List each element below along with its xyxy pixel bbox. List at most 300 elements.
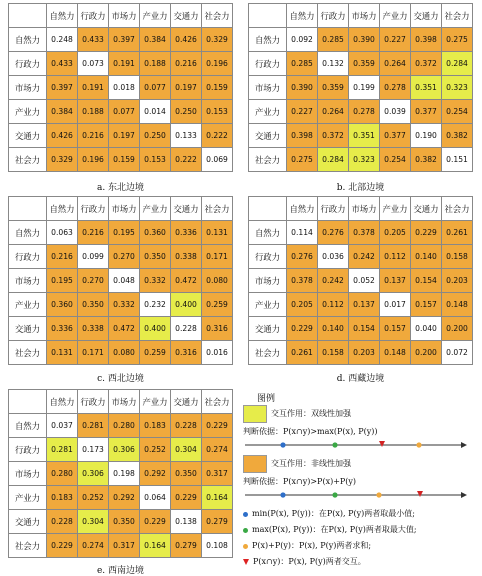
row-header: 行政力 — [9, 52, 47, 76]
value-cell: 0.264 — [318, 100, 349, 124]
value-cell: 0.017 — [380, 293, 411, 317]
panel-caption: c. 西北边境 — [97, 374, 144, 384]
value-cell: 0.137 — [349, 293, 380, 317]
table-row — [9, 317, 233, 341]
table-row — [9, 148, 233, 172]
corner-cell — [9, 390, 47, 414]
value-cell: 0.198 — [109, 462, 140, 486]
value-cell: 0.137 — [380, 269, 411, 293]
min-marker — [280, 492, 285, 497]
value-cell: 0.472 — [109, 317, 140, 341]
value-cell: 0.064 — [140, 486, 171, 510]
value-cell: 0.254 — [380, 148, 411, 172]
matrix-table — [248, 3, 473, 172]
value-cell: 0.197 — [171, 76, 202, 100]
value-cell: 0.216 — [171, 52, 202, 76]
legend-item-text: P(x∩y)：P(x), P(y)两者交互。 — [253, 557, 366, 566]
column-header: 产业力 — [140, 390, 171, 414]
matrix-table — [8, 196, 233, 365]
value-cell: 0.292 — [140, 462, 171, 486]
table-row — [9, 414, 233, 438]
value-cell: 0.072 — [442, 341, 473, 365]
orange-dot-icon — [243, 544, 248, 549]
value-cell: 0.077 — [140, 76, 171, 100]
row-header: 产业力 — [9, 100, 47, 124]
row-header: 自然力 — [9, 28, 47, 52]
value-cell: 0.400 — [171, 293, 202, 317]
table-row — [249, 124, 473, 148]
corner-cell — [9, 197, 47, 221]
column-header: 自然力 — [47, 4, 78, 28]
value-cell: 0.292 — [109, 486, 140, 510]
value-cell: 0.080 — [109, 341, 140, 365]
value-cell: 0.159 — [109, 148, 140, 172]
column-header: 行政力 — [78, 197, 109, 221]
value-cell: 0.138 — [171, 510, 202, 534]
table-row — [249, 221, 473, 245]
value-cell: 0.171 — [202, 245, 233, 269]
row-header: 产业力 — [9, 293, 47, 317]
value-cell: 0.196 — [78, 148, 109, 172]
legend-item-text: min(P(x), P(y))：在P(x), P(y)两者取最小值; — [252, 509, 415, 518]
value-cell: 0.131 — [47, 341, 78, 365]
value-cell: 0.275 — [442, 28, 473, 52]
value-cell: 0.154 — [411, 269, 442, 293]
value-cell: 0.304 — [78, 510, 109, 534]
value-cell: 0.250 — [140, 124, 171, 148]
value-cell: 0.036 — [318, 245, 349, 269]
yellow-swatch — [243, 405, 267, 423]
value-cell: 0.433 — [47, 52, 78, 76]
value-cell: 0.382 — [411, 148, 442, 172]
value-cell: 0.278 — [349, 100, 380, 124]
value-cell: 0.228 — [47, 510, 78, 534]
value-cell: 0.112 — [318, 293, 349, 317]
value-cell: 0.306 — [78, 462, 109, 486]
value-cell: 0.398 — [287, 124, 318, 148]
column-header: 交通力 — [171, 4, 202, 28]
panel-caption: a. 东北边境 — [96, 183, 145, 193]
value-cell: 0.426 — [171, 28, 202, 52]
value-cell: 0.200 — [442, 317, 473, 341]
value-cell: 0.360 — [140, 221, 171, 245]
value-cell: 0.140 — [318, 317, 349, 341]
column-header: 行政力 — [318, 197, 349, 221]
value-cell: 0.222 — [171, 148, 202, 172]
row-header: 自然力 — [249, 221, 287, 245]
value-cell: 0.151 — [442, 148, 473, 172]
value-cell: 0.329 — [202, 28, 233, 52]
green-dot-icon — [243, 528, 248, 533]
value-cell: 0.264 — [380, 52, 411, 76]
value-cell: 0.164 — [140, 534, 171, 558]
row-header: 市场力 — [9, 462, 47, 486]
value-cell: 0.073 — [78, 52, 109, 76]
value-cell: 0.227 — [380, 28, 411, 52]
table-row — [249, 28, 473, 52]
column-header: 社会力 — [202, 197, 233, 221]
value-cell: 0.433 — [78, 28, 109, 52]
column-header: 社会力 — [202, 390, 233, 414]
column-header: 社会力 — [202, 4, 233, 28]
row-header: 交通力 — [9, 317, 47, 341]
value-cell: 0.285 — [318, 28, 349, 52]
value-cell: 0.338 — [78, 317, 109, 341]
matrix-panel-b — [248, 3, 473, 172]
value-cell: 0.183 — [47, 486, 78, 510]
value-cell: 0.274 — [202, 438, 233, 462]
orange-axis-diagram — [243, 488, 478, 502]
value-cell: 0.397 — [47, 76, 78, 100]
orange-swatch — [243, 455, 267, 473]
legend-title: 图例 — [257, 394, 276, 404]
value-cell: 0.317 — [109, 534, 140, 558]
matrix-table — [8, 389, 233, 558]
value-cell: 0.377 — [411, 100, 442, 124]
value-cell: 0.205 — [287, 293, 318, 317]
table-row — [9, 52, 233, 76]
row-header: 行政力 — [249, 52, 287, 76]
value-cell: 0.039 — [380, 100, 411, 124]
value-cell: 0.157 — [411, 293, 442, 317]
matrix-panel-d — [248, 196, 473, 365]
row-header: 行政力 — [9, 438, 47, 462]
value-cell: 0.228 — [171, 414, 202, 438]
value-cell: 0.229 — [287, 317, 318, 341]
column-header: 交通力 — [411, 197, 442, 221]
value-cell: 0.378 — [287, 269, 318, 293]
table-row — [249, 148, 473, 172]
yellow-axis-diagram — [243, 438, 478, 452]
column-header: 市场力 — [349, 197, 380, 221]
value-cell: 0.382 — [442, 124, 473, 148]
value-cell: 0.108 — [202, 534, 233, 558]
value-cell: 0.040 — [411, 317, 442, 341]
panel-caption: b. 北部边境 — [336, 183, 385, 193]
legend-item-max — [243, 524, 417, 535]
value-cell: 0.261 — [442, 221, 473, 245]
value-cell: 0.195 — [109, 221, 140, 245]
legend-item-sum — [243, 540, 371, 551]
column-header: 市场力 — [349, 4, 380, 28]
row-header: 市场力 — [249, 269, 287, 293]
column-header: 产业力 — [380, 197, 411, 221]
value-cell: 0.131 — [202, 221, 233, 245]
value-cell: 0.250 — [171, 100, 202, 124]
legend-item-text: max(P(x), P(y))：在P(x), P(y)两者取最大值; — [252, 525, 417, 534]
value-cell: 0.196 — [202, 52, 233, 76]
value-cell: 0.280 — [47, 462, 78, 486]
row-header: 市场力 — [249, 76, 287, 100]
row-header: 社会力 — [9, 148, 47, 172]
value-cell: 0.336 — [47, 317, 78, 341]
table-row — [249, 317, 473, 341]
row-header: 产业力 — [249, 293, 287, 317]
row-header: 交通力 — [9, 510, 47, 534]
matrix-panel-e — [8, 389, 233, 558]
table-row — [9, 486, 233, 510]
value-cell: 0.316 — [171, 341, 202, 365]
value-cell: 0.329 — [47, 148, 78, 172]
row-header: 产业力 — [9, 486, 47, 510]
value-cell: 0.398 — [411, 28, 442, 52]
value-cell: 0.229 — [411, 221, 442, 245]
value-cell: 0.199 — [349, 76, 380, 100]
value-cell: 0.037 — [47, 414, 78, 438]
column-header: 市场力 — [109, 4, 140, 28]
value-cell: 0.279 — [202, 510, 233, 534]
value-cell: 0.242 — [318, 269, 349, 293]
table-row — [249, 269, 473, 293]
row-header: 自然力 — [9, 414, 47, 438]
column-header: 交通力 — [171, 197, 202, 221]
value-cell: 0.270 — [78, 269, 109, 293]
column-header: 社会力 — [442, 4, 473, 28]
column-header: 交通力 — [411, 4, 442, 28]
min-marker — [280, 442, 285, 447]
column-header: 行政力 — [78, 390, 109, 414]
value-cell: 0.052 — [349, 269, 380, 293]
sum-marker — [416, 442, 421, 447]
value-cell: 0.216 — [78, 221, 109, 245]
value-cell: 0.306 — [109, 438, 140, 462]
value-cell: 0.148 — [380, 341, 411, 365]
table-row — [9, 510, 233, 534]
column-header: 产业力 — [380, 4, 411, 28]
value-cell: 0.227 — [287, 100, 318, 124]
column-header: 行政力 — [318, 4, 349, 28]
column-header: 自然力 — [287, 197, 318, 221]
matrix-table — [8, 3, 233, 172]
matrix-panel-c — [8, 196, 233, 365]
corner-cell — [9, 4, 47, 28]
table-row — [249, 293, 473, 317]
value-cell: 0.140 — [411, 245, 442, 269]
row-header: 社会力 — [249, 341, 287, 365]
value-cell: 0.261 — [287, 341, 318, 365]
table-row — [249, 100, 473, 124]
max-marker — [332, 442, 337, 447]
value-cell: 0.400 — [140, 317, 171, 341]
table-row — [249, 52, 473, 76]
row-header: 社会力 — [9, 534, 47, 558]
column-header: 产业力 — [140, 4, 171, 28]
table-row — [9, 124, 233, 148]
row-header: 社会力 — [249, 148, 287, 172]
table-row — [9, 462, 233, 486]
row-header: 交通力 — [9, 124, 47, 148]
value-cell: 0.372 — [318, 124, 349, 148]
value-cell: 0.229 — [171, 486, 202, 510]
value-cell: 0.351 — [411, 76, 442, 100]
value-cell: 0.188 — [140, 52, 171, 76]
value-cell: 0.323 — [349, 148, 380, 172]
value-cell: 0.350 — [140, 245, 171, 269]
value-cell: 0.048 — [109, 269, 140, 293]
table-row — [9, 438, 233, 462]
value-cell: 0.284 — [442, 52, 473, 76]
column-header: 自然力 — [47, 390, 78, 414]
value-cell: 0.216 — [47, 245, 78, 269]
value-cell: 0.016 — [202, 341, 233, 365]
table-row — [249, 76, 473, 100]
max-marker — [332, 492, 337, 497]
orange-rule: 判断依据：P(x∩y)>P(x)+P(y) — [243, 477, 357, 486]
yellow-rule: 判断依据：P(x∩y)>max(P(x), P(y)) — [243, 427, 378, 436]
value-cell: 0.205 — [380, 221, 411, 245]
value-cell: 0.133 — [171, 124, 202, 148]
table-row — [9, 221, 233, 245]
table-row — [9, 534, 233, 558]
value-cell: 0.248 — [47, 28, 78, 52]
value-cell: 0.190 — [411, 124, 442, 148]
value-cell: 0.114 — [287, 221, 318, 245]
value-cell: 0.063 — [47, 221, 78, 245]
column-header: 自然力 — [287, 4, 318, 28]
legend-item-interaction — [243, 556, 366, 567]
value-cell: 0.278 — [380, 76, 411, 100]
table-row — [9, 245, 233, 269]
value-cell: 0.153 — [202, 100, 233, 124]
table-row — [249, 341, 473, 365]
sum-marker — [376, 492, 381, 497]
row-header: 市场力 — [9, 76, 47, 100]
row-header: 产业力 — [249, 100, 287, 124]
value-cell: 0.360 — [47, 293, 78, 317]
value-cell: 0.279 — [171, 534, 202, 558]
value-cell: 0.158 — [442, 245, 473, 269]
value-cell: 0.377 — [380, 124, 411, 148]
value-cell: 0.275 — [287, 148, 318, 172]
value-cell: 0.191 — [109, 52, 140, 76]
value-cell: 0.229 — [140, 510, 171, 534]
value-cell: 0.228 — [171, 317, 202, 341]
legend — [243, 391, 478, 573]
table-row — [9, 76, 233, 100]
red-triangle-icon — [243, 559, 249, 565]
value-cell: 0.472 — [171, 269, 202, 293]
value-cell: 0.276 — [287, 245, 318, 269]
value-cell: 0.390 — [349, 28, 380, 52]
value-cell: 0.216 — [78, 124, 109, 148]
value-cell: 0.317 — [202, 462, 233, 486]
interaction-marker — [417, 491, 423, 497]
value-cell: 0.316 — [202, 317, 233, 341]
value-cell: 0.332 — [140, 269, 171, 293]
value-cell: 0.203 — [349, 341, 380, 365]
value-cell: 0.191 — [78, 76, 109, 100]
value-cell: 0.188 — [78, 100, 109, 124]
value-cell: 0.252 — [140, 438, 171, 462]
value-cell: 0.390 — [287, 76, 318, 100]
value-cell: 0.132 — [318, 52, 349, 76]
row-header: 交通力 — [249, 124, 287, 148]
column-header: 市场力 — [109, 197, 140, 221]
value-cell: 0.280 — [109, 414, 140, 438]
value-cell: 0.164 — [202, 486, 233, 510]
value-cell: 0.259 — [202, 293, 233, 317]
value-cell: 0.242 — [349, 245, 380, 269]
legend-item-min — [243, 508, 415, 519]
value-cell: 0.232 — [140, 293, 171, 317]
value-cell: 0.281 — [47, 438, 78, 462]
value-cell: 0.285 — [287, 52, 318, 76]
value-cell: 0.426 — [47, 124, 78, 148]
value-cell: 0.284 — [318, 148, 349, 172]
row-header: 市场力 — [9, 269, 47, 293]
matrix-table — [248, 196, 473, 365]
value-cell: 0.112 — [380, 245, 411, 269]
column-header: 交通力 — [171, 390, 202, 414]
value-cell: 0.254 — [442, 100, 473, 124]
value-cell: 0.195 — [47, 269, 78, 293]
value-cell: 0.252 — [78, 486, 109, 510]
value-cell: 0.384 — [140, 28, 171, 52]
value-cell: 0.154 — [349, 317, 380, 341]
matrix-panel-a — [8, 3, 233, 172]
table-row — [9, 100, 233, 124]
value-cell: 0.077 — [109, 100, 140, 124]
value-cell: 0.171 — [78, 341, 109, 365]
table-row — [249, 245, 473, 269]
orange-label: 交互作用：非线性加强 — [271, 459, 351, 468]
value-cell: 0.259 — [140, 341, 171, 365]
interaction-marker — [379, 441, 385, 447]
value-cell: 0.359 — [349, 52, 380, 76]
row-header: 行政力 — [9, 245, 47, 269]
table-row — [9, 293, 233, 317]
corner-cell — [249, 4, 287, 28]
value-cell: 0.200 — [411, 341, 442, 365]
table-row — [9, 341, 233, 365]
legend-item-text: P(x)+P(y)：P(x), P(y)两者求和; — [252, 541, 372, 550]
row-header: 自然力 — [9, 221, 47, 245]
value-cell: 0.397 — [109, 28, 140, 52]
column-header: 自然力 — [47, 197, 78, 221]
value-cell: 0.372 — [411, 52, 442, 76]
value-cell: 0.183 — [140, 414, 171, 438]
value-cell: 0.359 — [318, 76, 349, 100]
value-cell: 0.229 — [47, 534, 78, 558]
value-cell: 0.069 — [202, 148, 233, 172]
value-cell: 0.173 — [78, 438, 109, 462]
value-cell: 0.153 — [140, 148, 171, 172]
value-cell: 0.099 — [78, 245, 109, 269]
value-cell: 0.014 — [140, 100, 171, 124]
value-cell: 0.158 — [318, 341, 349, 365]
panel-caption: e. 西南边境 — [96, 566, 145, 576]
yellow-label: 交互作用：双线性加强 — [271, 409, 351, 418]
value-cell: 0.304 — [171, 438, 202, 462]
panel-caption: d. 西藏边境 — [336, 374, 385, 384]
value-cell: 0.384 — [47, 100, 78, 124]
value-cell: 0.270 — [109, 245, 140, 269]
row-header: 社会力 — [9, 341, 47, 365]
value-cell: 0.281 — [78, 414, 109, 438]
value-cell: 0.018 — [109, 76, 140, 100]
value-cell: 0.350 — [109, 510, 140, 534]
value-cell: 0.351 — [349, 124, 380, 148]
value-cell: 0.080 — [202, 269, 233, 293]
value-cell: 0.332 — [109, 293, 140, 317]
column-header: 行政力 — [78, 4, 109, 28]
column-header: 社会力 — [442, 197, 473, 221]
row-header: 行政力 — [249, 245, 287, 269]
value-cell: 0.378 — [349, 221, 380, 245]
corner-cell — [249, 197, 287, 221]
table-row — [9, 28, 233, 52]
column-header: 产业力 — [140, 197, 171, 221]
